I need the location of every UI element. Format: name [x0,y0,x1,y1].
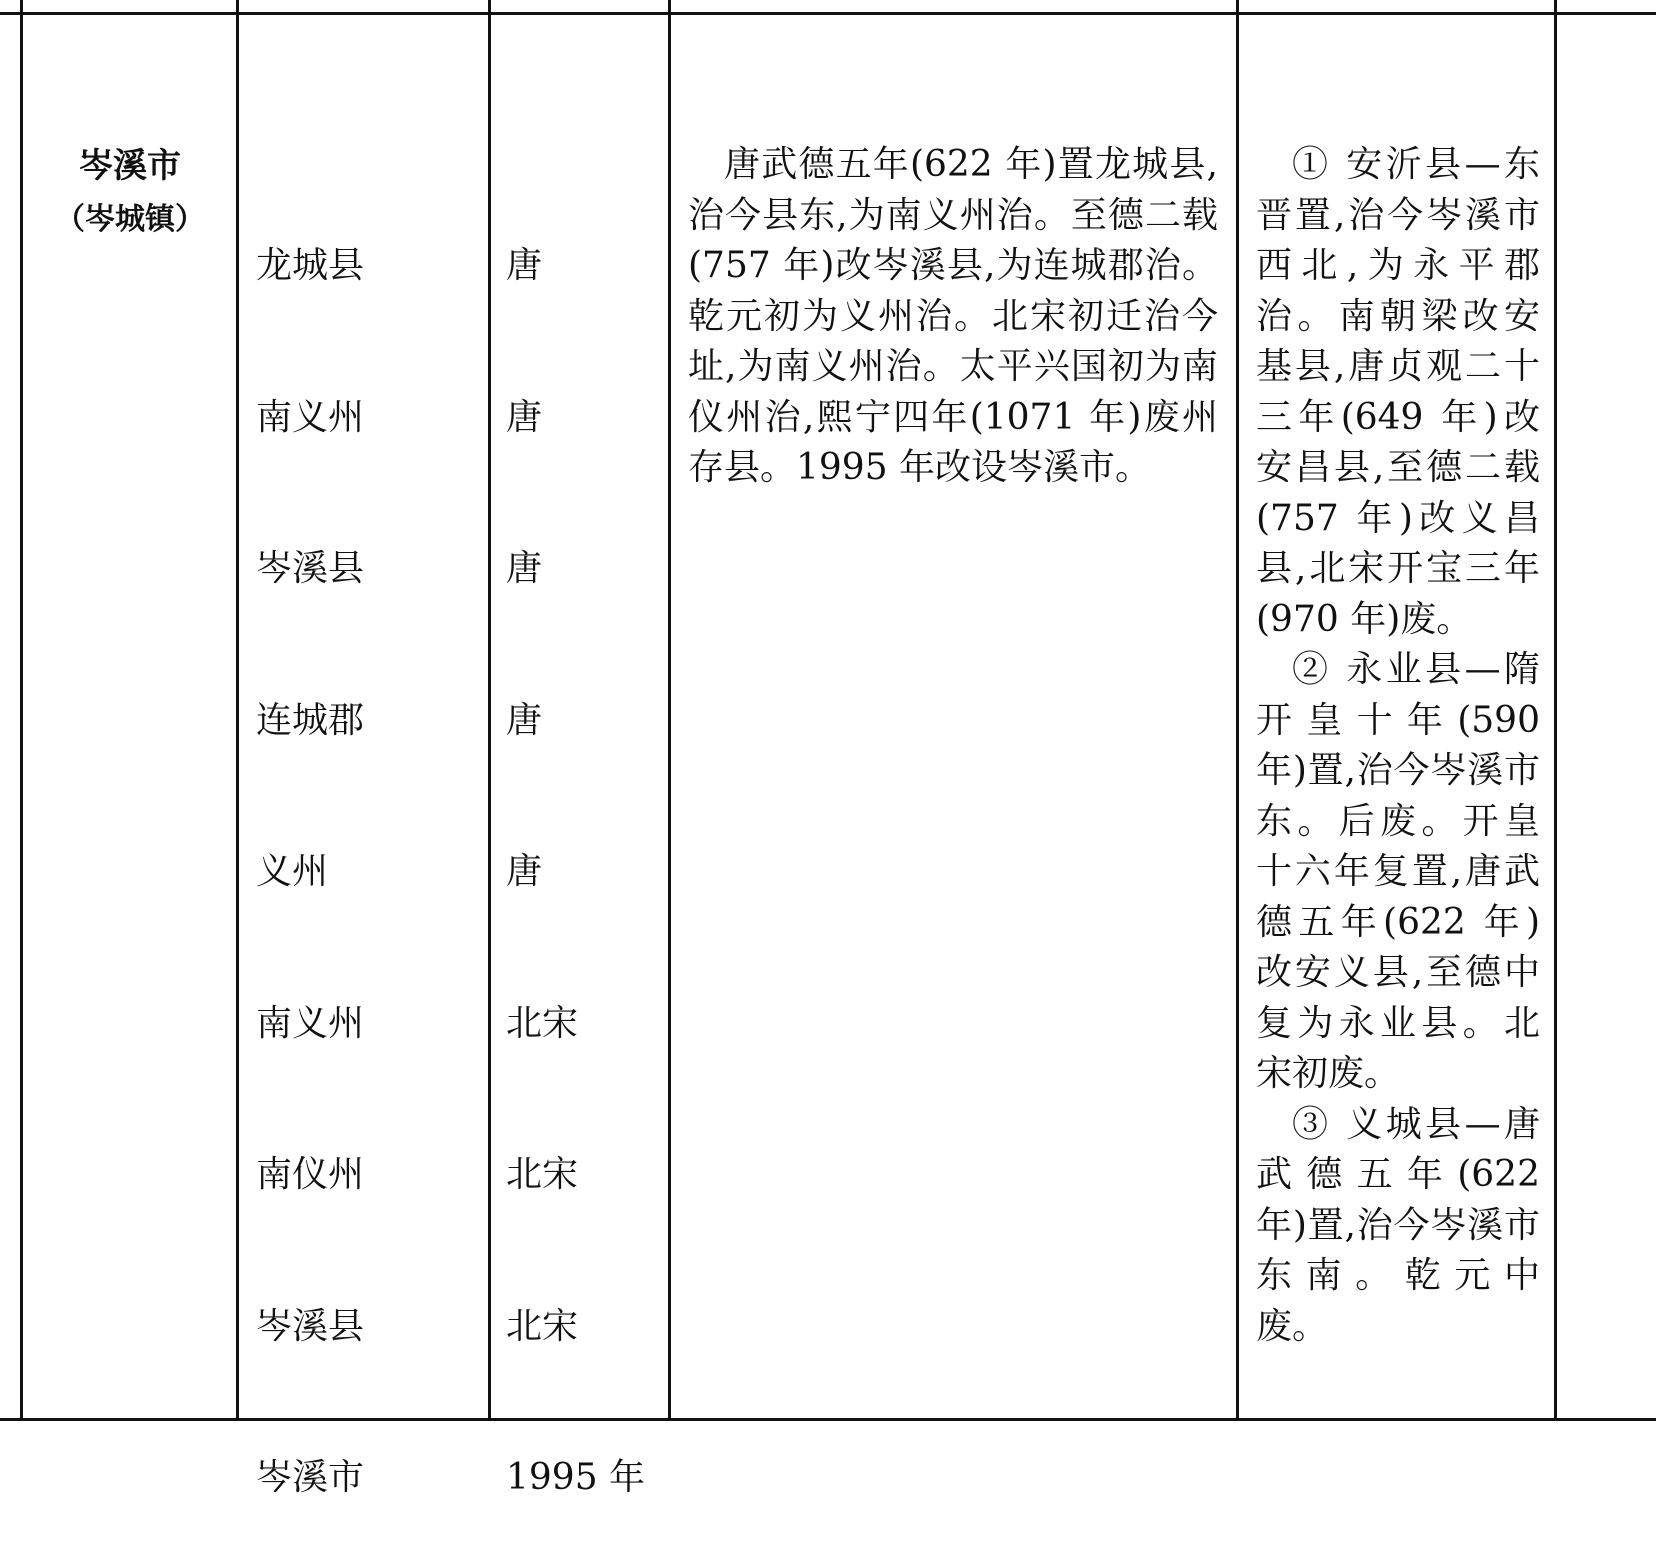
note-item: ① 安沂县—东晋置,治今岑溪市西北,为永平郡治。南朝梁改安基县,唐贞观二十三年(649 年)改安昌县,至德二载(757 年)改义昌县,北宋开宝三年(970 年)废。 [1256,144,1540,640]
column-divider-1 [20,0,23,1421]
historical-name: 南仪州 [256,1154,365,1195]
place-seat: （岑城镇） [55,202,205,237]
period: 1995 年 [506,1457,646,1498]
period: 北宋 [506,1154,579,1195]
column-divider-3 [488,0,491,1421]
period: 唐 [506,699,543,741]
historical-name: 南义州 [256,1002,365,1044]
historical-names-cell [256,140,476,1554]
historical-name: 连城郡 [256,699,365,741]
evolution-cell [688,140,1218,494]
notes-cell [1256,140,1540,1352]
historical-name: 岑溪县 [256,548,365,589]
column-divider-5 [1236,0,1239,1421]
table-bottom-rule [0,1418,1656,1421]
period: 北宋 [506,1002,579,1044]
current-place-cell [30,140,230,246]
period: 唐 [506,396,543,438]
period: 唐 [506,548,543,589]
column-divider-4 [668,0,671,1421]
column-divider-2 [236,0,239,1421]
column-divider-6 [1554,0,1557,1421]
periods-cell [506,140,666,1554]
historical-name: 龙城县 [256,245,365,286]
historical-name: 岑溪市 [256,1457,365,1498]
historical-name: 岑溪县 [256,1305,365,1347]
historical-name: 义州 [256,851,329,892]
period: 唐 [506,851,543,892]
note-item: ② 永业县—隋开皇十年(590 年)置,治今岑溪市东。后废。开皇十六年复置,唐武德五年(622 年)改安义县,至德中复为永业县。北宋初废。 [1256,649,1540,1094]
table-top-rule [0,12,1656,15]
period: 北宋 [506,1305,579,1347]
period: 唐 [506,245,543,286]
place-name: 岑溪市 [79,146,181,186]
evolution-text: 唐武德五年(622 年)置龙城县,治今县东,为南义州治。至德二载(757 年)改岑溪县,为连城郡治。乾元初为义州治。北宋初迁治今址,为南义州治。太平兴国初为南仪州治,熙宁四年(1071 年)废州存县。1995 年改设岑溪市。 [688,144,1218,488]
historical-name: 南义州 [256,396,365,438]
note-item: ③ 义城县—唐武德五年(622 年)置,治今岑溪市东南。乾元中废。 [1256,1103,1540,1347]
